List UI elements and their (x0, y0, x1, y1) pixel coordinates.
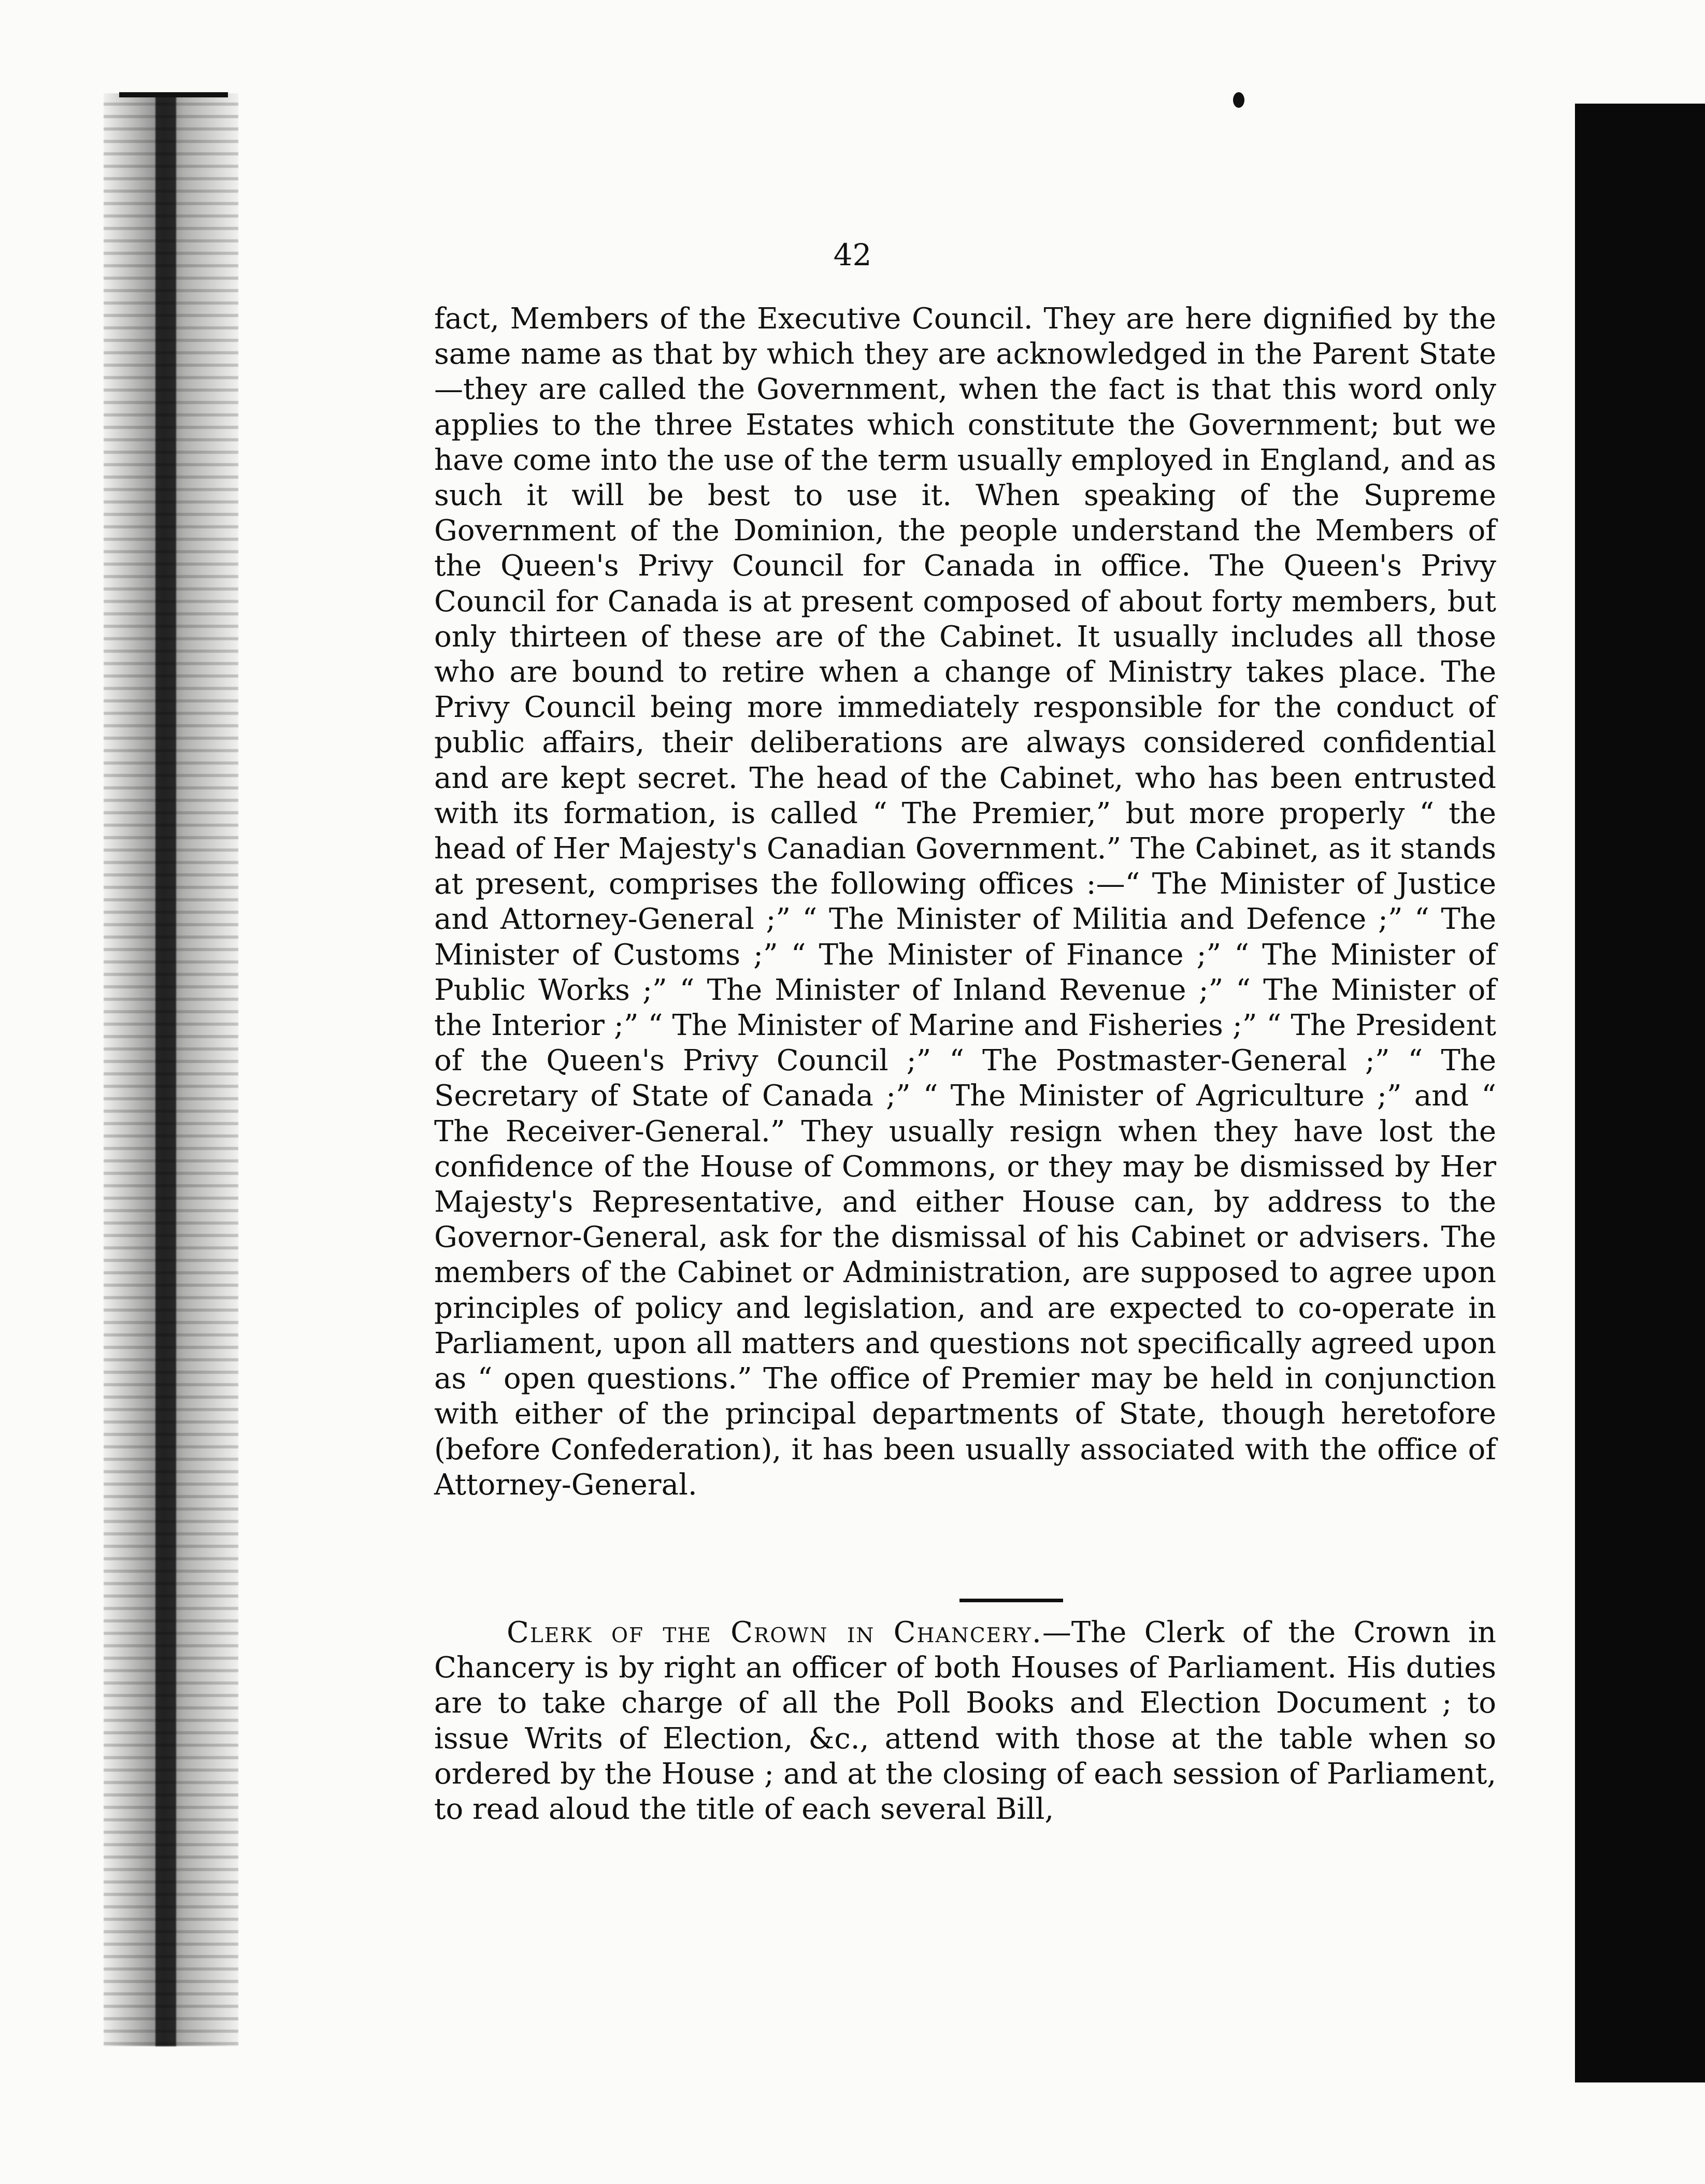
paragraph-cabinet: fact, Members of the Executive Council. They are here dignified by the same name as that by which they are acknowledged in the Parent State—they are called the Government, when the fact is that this word only applies to the three Estates which constitute the Government; but we have come into the use of the term usually employed in England, and as such it will be best to use it. When speaking of the Supreme Government of the Dominion, the people understand the Members of the Queen's Privy Council for Canada in office. The Queen's Privy Council for Canada is at present composed of about forty members, but only thirteen of these are of the Cabinet. It usually includes all those who are bound to retire when a change of Ministry takes place. The Privy Council being more immediately responsible for the conduct of public affairs, their deliberations are always considered confidential and are kept secret. The head of the Cabinet, who has been entrusted with its formation, is called “ The Premier,” but more properly “ the head of Her Majesty's Canadian Government.” The Cabinet, as it stands at present, comprises the following offices :—“ The Minister of Justice and Attorney-General ;” “ The Minister of Militia and Defence ;” “ The Minister of Customs ;” “ The Minister of Finance ;” “ The Minister of Public Works ;” “ The Minister of Inland Revenue ;” “ The Minister of the Interior ;” “ The Minister of Marine and Fisheries ;” “ The President of the Queen's Privy Council ;” “ The Postmaster-General ;” “ The Secretary of State of Canada ;” “ The Minister of Agriculture ;” and “ The Receiver-General.” They usually resign when they have lost the confidence of the House of Commons, or they may be dismissed by Her Majesty's Representative, and either House can, by address to the Governor-General, ask for the dismissal of his Cabinet or advisers. The members of the Cabinet or Administration, are supposed to agree upon principles of policy and legislation, and are expected to co-operate in Parliament, upon all matters and questions not specifically agreed upon as “ open questions.” The office of Premier may be held in conjunction with either of the principal departments of State, though heretofore (before Confederation), it has been usually associated with the office of Attorney-General. (434, 302, 1496, 1502)
binding-edge (155, 93, 176, 2046)
section-body: —The Clerk of the Crown in Chancery is by right an officer of both Houses of Parliament. His duties are to take charge of all the Poll Books and Election Document ; to issue Writs of Election, &c., attend with those at the table when so ordered by the House ; and at the closing of each session of Parliament, to read aloud the title of each several Bill, (434, 1616, 1497, 1827)
scan-mark-top-left (119, 92, 228, 97)
ink-speck (1233, 92, 1244, 108)
body-text (434, 301, 1496, 1503)
section-heading: Clerk of the Crown in Chancery. (507, 1616, 1042, 1649)
paragraph-clerk (434, 1615, 1496, 1827)
page-number: 42 (833, 237, 872, 272)
scan-edge-right (1575, 104, 1705, 2082)
section-text (434, 1615, 1496, 1827)
section-divider (959, 1599, 1063, 1602)
